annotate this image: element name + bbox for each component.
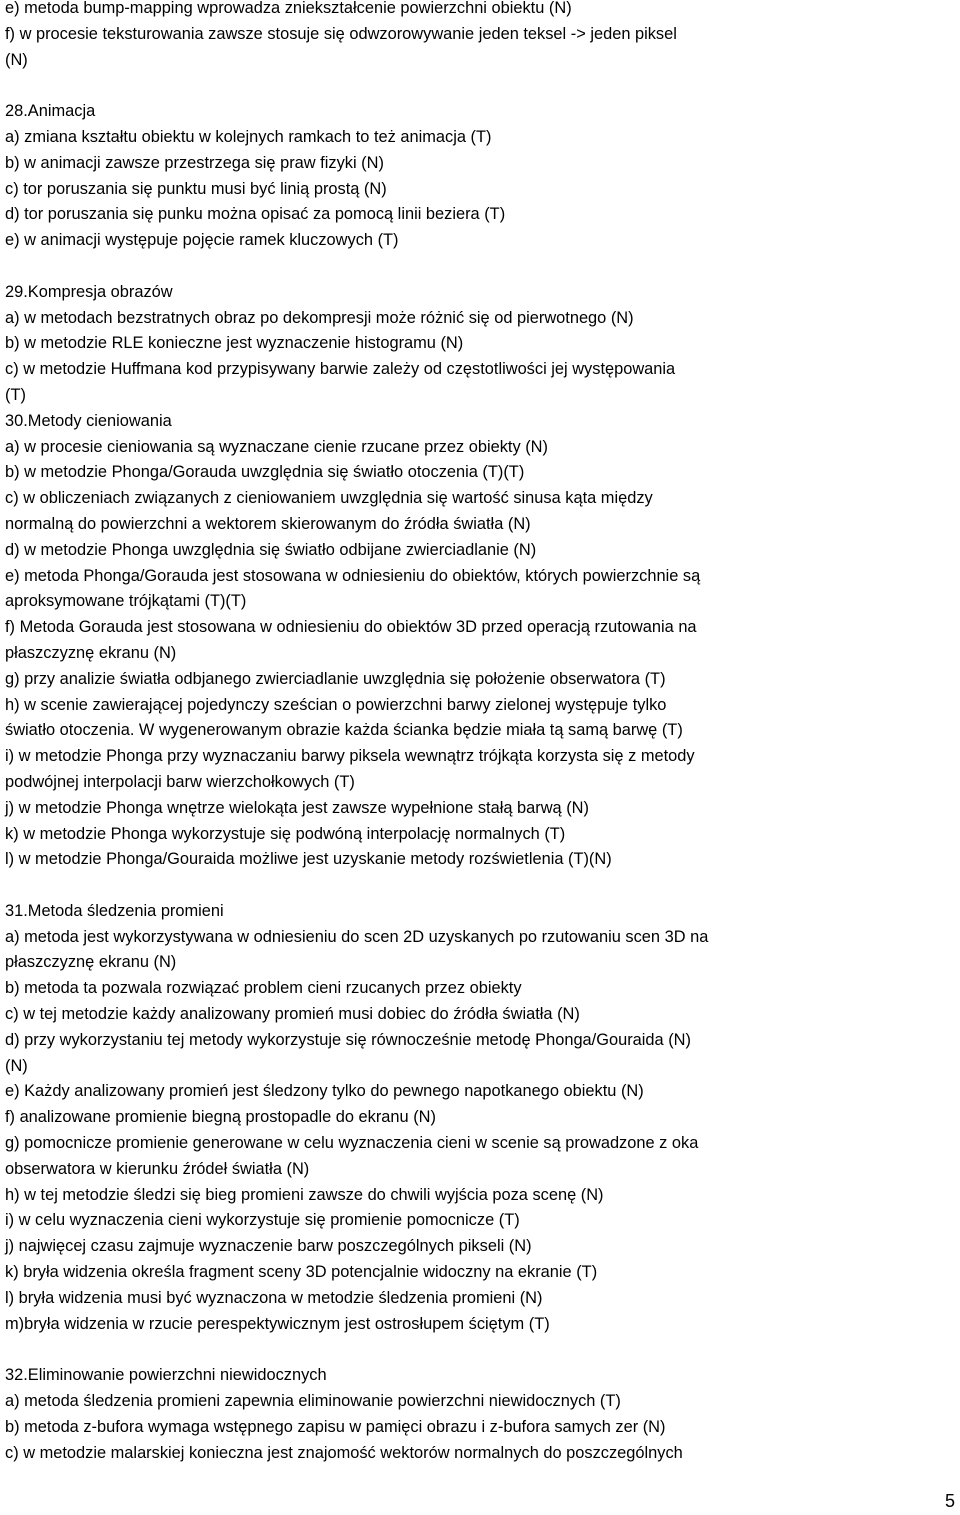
text-line: e) w animacji występuje pojęcie ramek kluczowych (T) [5,231,399,250]
text-line: l) bryła widzenia musi być wyznaczona w metodzie śledzenia promieni (N) [5,1288,543,1307]
text-line: obserwatora w kierunku źródeł światła (N) [5,1159,310,1178]
paragraph-gap [5,73,955,99]
text-line: podwójnej interpolacji barw wierzchołkowych (T) [5,772,355,791]
section-heading: 29.Kompresja obrazów [5,282,173,301]
section-heading: 30.Metody cieniowania [5,411,172,430]
text-line: aproksymowane trójkątami (T)(T) [5,592,247,611]
text-line: b) w animacji zawsze przestrzega się praw fizyki (N) [5,153,384,172]
text-line: a) metoda śledzenia promieni zapewnia eliminowanie powierzchni niewidocznych (T) [5,1392,621,1411]
text-line: j) w metodzie Phonga wnętrze wielokąta jest zawsze wypełnione stałą barwą (N) [5,798,589,817]
paragraph-gap [5,1337,955,1363]
section-heading: 31.Metoda śledzenia promieni [5,901,224,920]
text-line: h) w tej metodzie śledzi się bieg promieni zawsze do chwili wyjścia poza scenę (N) [5,1185,604,1204]
text-line: k) w metodzie Phonga wykorzystuje się podwóną interpolację normalnych (T) [5,824,566,843]
document-body [5,0,955,1466]
text-line: (N) [5,1056,28,1075]
text-line: c) w obliczeniach związanych z cieniowaniem uwzględnia się wartość sinusa kąta między [5,489,653,508]
text-line: f) analizowane promienie biegną prostopadle do ekranu (N) [5,1108,436,1127]
text-line: normalną do powierzchni a wektorem skierowanym do źródła światła (N) [5,514,531,533]
section-heading: 32.Eliminowanie powierzchni niewidocznych [5,1366,327,1385]
text-line: i) w metodzie Phonga przy wyznaczaniu barwy piksela wewnątrz trójkąta korzysta się z metody [5,747,695,766]
text-line: c) w tej metodzie każdy analizowany promień musi dobiec do źródła światła (N) [5,1005,580,1024]
text-line: d) przy wykorzystaniu tej metody wykorzystuje się równocześnie metodę Phonga/Gouraida (N) [5,1030,691,1049]
text-line: a) w metodach bezstratnych obraz po dekompresji może różnić się od pierwotnego (N) [5,308,634,327]
text-line: b) w metodzie RLE konieczne jest wyznaczenie histogramu (N) [5,334,464,353]
text-line: a) w procesie cieniowania są wyznaczane cienie rzucane przez obiekty (N) [5,437,548,456]
text-line: d) tor poruszania się punku można opisać za pomocą linii beziera (T) [5,205,506,224]
text-line: płaszczyznę ekranu (N) [5,643,177,662]
text-line: c) w metodzie malarskiej konieczna jest znajomość wektorów normalnych do poszczególnych [5,1443,683,1462]
text-line: i) w celu wyznaczenia cieni wykorzystuje się promienie pomocnicze (T) [5,1211,520,1230]
text-line: e) metoda bump-mapping wprowadza zniekształcenie powierzchni obiektu (N) [5,0,572,17]
text-line: e) metoda Phonga/Gorauda jest stosowana w odniesieniu do obiektów, których powierzchnie są [5,566,701,585]
text-line: m)bryła widzenia w rzucie perespektywicznym jest ostrosłupem ściętym (T) [5,1314,550,1333]
text-line: a) metoda jest wykorzystywana w odniesieniu do scen 2D uzyskanych po rzutowaniu scen 3D na [5,927,709,946]
text-line: f) Metoda Gorauda jest stosowana w odniesieniu do obiektów 3D przed operacją rzutowania na [5,618,697,637]
text-line: l) w metodzie Phonga/Gouraida możliwe jest uzyskanie metody rozświetlenia (T)(N) [5,850,612,869]
text-line: c) w metodzie Huffmana kod przypisywany barwie zależy od częstotliwości jej występowania [5,360,676,379]
text-line: b) w metodzie Phonga/Gorauda uwzględnia się światło otoczenia (T)(T) [5,463,525,482]
text-line: b) metoda ta pozwala rozwiązać problem cieni rzucanych przez obiekty [5,979,522,998]
text-line: światło otoczenia. W wygenerowanym obrazie każda ścianka będzie miała tą samą barwę (T) [5,721,683,740]
text-line: f) w procesie teksturowania zawsze stosuje się odwzorowywanie jeden teksel -> jeden piksel [5,24,677,43]
text-line: d) w metodzie Phonga uwzględnia się światło odbijane zwierciadlanie (N) [5,540,537,559]
text-line: e) Każdy analizowany promień jest śledzony tylko do pewnego napotkanego obiektu (N) [5,1082,644,1101]
text-line: (N) [5,50,28,69]
text-line: k) bryła widzenia określa fragment sceny 3D potencjalnie widoczny na ekranie (T) [5,1263,598,1282]
text-line: g) przy analizie światła odbjanego zwierciadlanie uwzględnia się położenie obserwatora (T) [5,669,666,688]
text-line: b) metoda z-bufora wymaga wstępnego zapisu w pamięci obrazu i z-bufora samych zer (N) [5,1417,666,1436]
text-line: g) pomocnicze promienie generowane w celu wyznaczenia cieni w scenie są prowadzone z oka [5,1134,699,1153]
section-heading: 28.Animacja [5,102,96,121]
text-line: a) zmiana kształtu obiektu w kolejnych ramkach to też animacja (T) [5,127,492,146]
text-line: h) w scenie zawierającej pojedynczy sześcian o powierzchni barwy zielonej występuje tylko [5,695,667,714]
paragraph-gap [5,254,955,280]
text-line: j) najwięcej czasu zajmuje wyznaczenie barw poszczególnych pikseli (N) [5,1237,532,1256]
paragraph-gap [5,873,955,899]
text-line: (T) [5,385,26,404]
page-number: 5 [944,1491,955,1511]
text-line: płaszczyznę ekranu (N) [5,953,177,972]
text-line: c) tor poruszania się punktu musi być linią prostą (N) [5,179,387,198]
